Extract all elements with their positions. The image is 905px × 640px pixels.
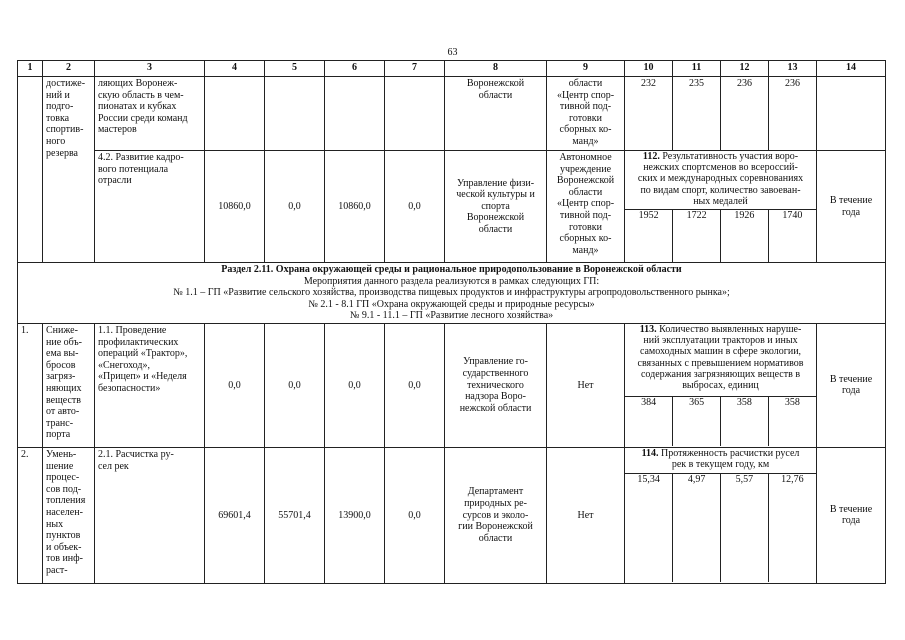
page-number: 63 bbox=[447, 47, 458, 58]
column-header-10: 10 bbox=[625, 61, 673, 77]
column-header-3: 3 bbox=[95, 61, 205, 77]
table-row bbox=[18, 447, 886, 583]
measure-cell bbox=[95, 151, 205, 263]
executor-cell bbox=[445, 323, 547, 447]
measure-text: ляющих Воронеж- скую область в чем- пионатах и кубках России среди команд мастеров bbox=[98, 78, 188, 136]
indicator-value-cell: 358 bbox=[768, 396, 816, 446]
indicator-cell bbox=[625, 447, 817, 583]
deadline-cell bbox=[817, 323, 886, 447]
indicator-value-cell: 1926 bbox=[721, 210, 769, 262]
goal-text: Сниже- ние объ- ема вы- бросов загряз- няющих веществ от авто- транс- порта bbox=[46, 324, 82, 441]
indicator-value-cell: 236 bbox=[721, 77, 769, 151]
indicator-value-cell: 365 bbox=[673, 396, 721, 446]
goal-cell bbox=[43, 447, 95, 583]
budget-federal-cell: 55701,4 bbox=[265, 447, 325, 583]
column-number-row bbox=[18, 61, 886, 77]
executor-text: Воронежской области bbox=[466, 78, 525, 101]
deadline-text: В течение года bbox=[829, 503, 873, 527]
executor-cell bbox=[445, 151, 547, 263]
budget-total-cell: 0,0 bbox=[205, 323, 265, 447]
executor-text: Управление го- сударственного технического надзора Воро- нежской области bbox=[459, 356, 532, 414]
budget-regional-cell bbox=[325, 77, 385, 151]
measure-cell bbox=[95, 77, 205, 151]
measure-text: 4.2. Развитие кадро- вого потенциала отрасли bbox=[98, 152, 184, 187]
budget-federal-cell: 0,0 bbox=[265, 151, 325, 263]
indicator-value-cell: 1952 bbox=[625, 210, 673, 262]
participant-cell: Нет bbox=[547, 447, 625, 583]
measure-text: 1.1. Проведение профилактических операций «Трактор», «Снегоход», «Прицеп» и «Неделя безопасности» bbox=[98, 324, 188, 394]
participant-text: области «Центр спор- тивной под- готовки сборных ко- манд» bbox=[556, 78, 615, 147]
column-header-1: 1 bbox=[18, 61, 43, 77]
deadline-cell bbox=[817, 151, 886, 263]
goal-text: достиже- ний и подго- товка спортив- ного резерва bbox=[46, 78, 86, 159]
budget-federal-cell bbox=[265, 77, 325, 151]
section-line: № 1.1 – ГП «Развитие сельского хозяйства, производства пищевых продуктов и инфраструктуры агропродовольственного рынка»; bbox=[173, 287, 730, 299]
participant-cell: Нет bbox=[547, 323, 625, 447]
row-number-cell: 2. bbox=[18, 447, 43, 583]
indicator-value-cell: 12,76 bbox=[768, 473, 816, 582]
column-header-2: 2 bbox=[43, 61, 95, 77]
column-header-7: 7 bbox=[385, 61, 445, 77]
measure-text: 2.1. Расчистка ру- сел рек bbox=[98, 448, 174, 472]
executor-text: Департамент природных ре- сурсов и эколо- гии Воронежской области bbox=[458, 486, 533, 544]
column-header-9: 9 bbox=[547, 61, 625, 77]
indicator-value-cell: 1740 bbox=[768, 210, 816, 262]
column-header-13: 13 bbox=[769, 61, 817, 77]
indicator-table bbox=[625, 151, 816, 262]
budget-other-cell: 0,0 bbox=[385, 151, 445, 263]
table-row bbox=[18, 323, 886, 447]
column-header-4: 4 bbox=[205, 61, 265, 77]
goal-text: Умень- шение процес- сов под- топления населен- ных пунктов и объек- тов инф- раст- bbox=[46, 448, 86, 576]
row-number-cell bbox=[18, 77, 43, 263]
column-header-8: 8 bbox=[445, 61, 547, 77]
indicator-value-cell: 232 bbox=[625, 77, 673, 151]
measure-cell bbox=[95, 323, 205, 447]
section-header-row bbox=[18, 263, 886, 324]
section-line: № 2.1 - 8.1 ГП «Охрана окружающей среды и природные ресурсы» bbox=[308, 298, 595, 310]
column-header-5: 5 bbox=[265, 61, 325, 77]
indicator-value-cell: 236 bbox=[769, 77, 817, 151]
executor-cell bbox=[445, 77, 547, 151]
section-line: Мероприятия данного раздела реализуются в рамках следующих ГП: bbox=[303, 275, 600, 287]
participant-text: Автономное учреждение Воронежской области «Центр спор- тивной под- готовки сборных ко- манд» bbox=[556, 152, 615, 256]
budget-other-cell: 0,0 bbox=[385, 447, 445, 583]
indicator-cell bbox=[625, 323, 817, 447]
participant-cell bbox=[547, 77, 625, 151]
section-header bbox=[18, 263, 886, 324]
budget-other-cell bbox=[385, 77, 445, 151]
budget-total-cell: 69601,4 bbox=[205, 447, 265, 583]
indicator-value-cell: 235 bbox=[673, 77, 721, 151]
column-header-6: 6 bbox=[325, 61, 385, 77]
table-row bbox=[18, 77, 886, 151]
indicator-table bbox=[625, 324, 816, 447]
measure-cell bbox=[95, 447, 205, 583]
program-table bbox=[17, 60, 886, 584]
column-header-14: 14 bbox=[817, 61, 886, 77]
budget-regional-cell: 0,0 bbox=[325, 323, 385, 447]
deadline-cell bbox=[817, 77, 886, 151]
indicator-value-cell: 1722 bbox=[673, 210, 721, 262]
row-number-cell: 1. bbox=[18, 323, 43, 447]
budget-federal-cell: 0,0 bbox=[265, 323, 325, 447]
participant-cell bbox=[547, 151, 625, 263]
deadline-cell bbox=[817, 447, 886, 583]
budget-regional-cell: 10860,0 bbox=[325, 151, 385, 263]
indicator-title bbox=[625, 448, 816, 474]
indicator-number: 112. bbox=[642, 151, 660, 162]
section-line: № 9.1 - 11.1 – ГП «Развитие лесного хозяйства» bbox=[349, 310, 554, 322]
indicator-value-cell: 358 bbox=[721, 396, 769, 446]
budget-other-cell: 0,0 bbox=[385, 323, 445, 447]
indicator-number: 114. bbox=[641, 447, 659, 459]
budget-total-cell: 10860,0 bbox=[205, 151, 265, 263]
budget-total-cell bbox=[205, 77, 265, 151]
indicator-table bbox=[625, 448, 816, 583]
indicator-value-cell: 4,97 bbox=[673, 473, 721, 582]
budget-regional-cell: 13900,0 bbox=[325, 447, 385, 583]
indicator-title bbox=[625, 151, 816, 210]
indicator-value-cell: 384 bbox=[625, 396, 673, 446]
indicator-value-cell: 15,34 bbox=[625, 473, 673, 582]
indicator-title bbox=[625, 324, 816, 397]
goal-cell bbox=[43, 77, 95, 263]
indicator-cell bbox=[625, 151, 817, 263]
indicator-text: Количество выявленных наруше- ний эксплуатации тракторов и иных самоходных машин в сфере экологии, связанных с превышением нормативов содержания загрязняющих веществ в выбросах, единиц bbox=[637, 323, 804, 391]
section-title: Раздел 2.11. Охрана окружающей среды и рациональное природопользование в Воронежской области bbox=[221, 264, 682, 275]
column-header-12: 12 bbox=[721, 61, 769, 77]
indicator-number: 113. bbox=[639, 323, 657, 335]
indicator-text: Результативность участия воро- нежских спортсменов во всероссий- ских и международных соревнованиях по видам спорт, количество завоеван- ных медалей bbox=[637, 151, 804, 207]
column-header-11: 11 bbox=[673, 61, 721, 77]
goal-cell bbox=[43, 323, 95, 447]
deadline-text: В течение года bbox=[829, 194, 873, 218]
indicator-text: Протяженность расчистки русел рек в текущем году, км bbox=[661, 447, 800, 471]
indicator-value-cell: 5,57 bbox=[721, 473, 769, 582]
table-row bbox=[18, 151, 886, 263]
executor-text: Управление физи- ческой культуры и спорта Воронежской области bbox=[456, 177, 535, 235]
executor-cell bbox=[445, 447, 547, 583]
deadline-text: В течение года bbox=[829, 373, 873, 397]
